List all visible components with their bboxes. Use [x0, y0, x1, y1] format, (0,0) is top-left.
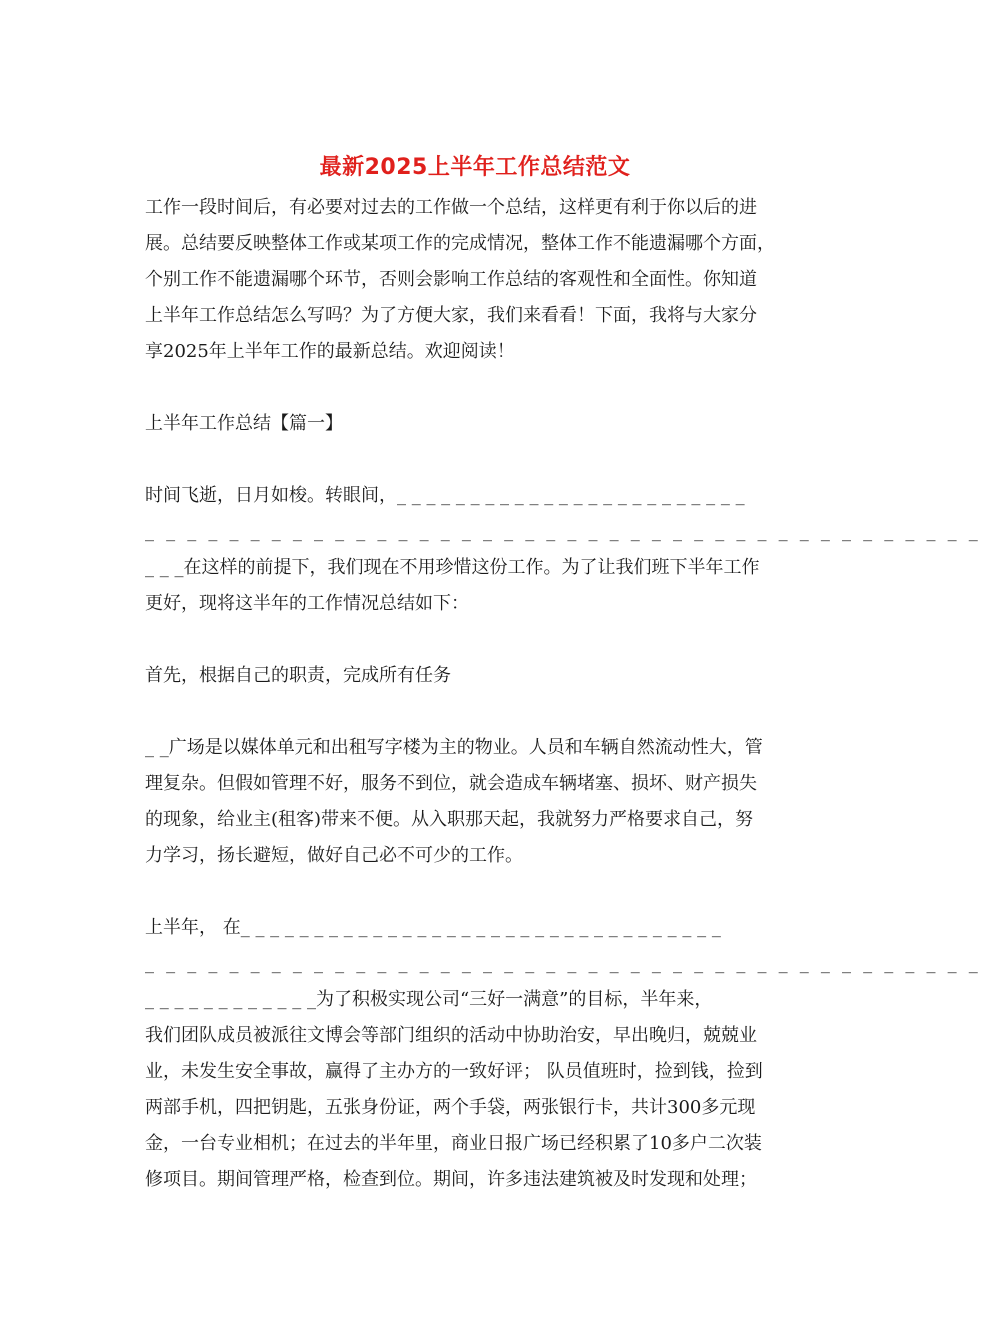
paragraph-gap	[145, 874, 807, 910]
paragraph-line: 业，未发生安全事故，赢得了主办方的一致好评； 队员值班时，捡到钱，捡到	[145, 1061, 763, 1082]
paragraph-line: 上半年工作总结怎么写吗？为了方便大家，我们来看看！下面，我将与大家分	[145, 305, 757, 326]
paragraph-line: 工作一段时间后，有必要对过去的工作做一个总结，这样更有利于你以后的进	[145, 197, 757, 218]
paragraph-line: 个别工作不能遗漏哪个环节，否则会影响工作总结的客观性和全面性。你知道	[145, 269, 757, 290]
paragraph-line: 上半年， 在_ _ _ _ _ _ _ _ _ _ _ _ _ _ _ _ _ _ _ _ _ _ _ _ _ _ _ _ _ _ _ _ _	[145, 917, 721, 938]
paragraph-line: 金，一台专业相机；在过去的半年里，商业日报广场已经积累了10多户二次装	[145, 1133, 762, 1154]
paragraph-line: 的现象，给业主(租客)带来不便。从入职那天起，我就努力严格要求自己，努	[145, 809, 754, 830]
paragraph-gap	[145, 442, 807, 478]
paragraph-line: _ _广场是以媒体单元和出租写字楼为主的物业。人员和车辆自然流动性大，管	[145, 737, 763, 758]
paragraph-line: _ _ _ _ _ _ _ _ _ _ _ _为了积极实现公司“三好一满意”的目标，半年来，	[145, 989, 713, 1010]
paragraph-line: 享2025年上半年工作的最新总结。欢迎阅读！	[145, 341, 515, 362]
paragraph-line: 首先，根据自己的职责，完成所有任务	[145, 665, 451, 686]
paragraph-line: 更好，现将这半年的工作情况总结如下：	[145, 593, 469, 614]
paragraph-line: _ _ _在这样的前提下，我们现在不用珍惜这份工作。为了让我们班下半年工作	[145, 557, 760, 578]
paragraph-line: 修项目。期间管理严格，检查到位。期间，许多违法建筑被及时发现和处理；	[145, 1169, 757, 1190]
document-body	[145, 190, 981, 1198]
blank-fill-line: _ _ _ _ _ _ _ _ _ _ _ _ _ _ _ _ _ _ _ _ _ _ _ _ _ _ _ _ _ _ _ _ _ _ _ _ _ _ _ _	[145, 953, 981, 974]
paragraph-line: 我们团队成员被派往文博会等部门组织的活动中协助治安，早出晚归，兢兢业	[145, 1025, 757, 1046]
document-title: 最新2025上半年工作总结范文	[319, 155, 631, 180]
paragraph-line: 时间飞逝，日月如梭。转眼间，_ _ _ _ _ _ _ _ _ _ _ _ _ _ _ _ _ _ _ _ _ _ _ _	[145, 485, 745, 506]
paragraph-line: 两部手机，四把钥匙，五张身份证，两个手袋，两张银行卡，共计300多元现	[145, 1097, 756, 1118]
paragraph-line: 理复杂。但假如管理不好，服务不到位，就会造成车辆堵塞、损坏、财产损失	[145, 773, 757, 794]
paragraph-gap	[145, 694, 807, 730]
paragraph-gap	[145, 622, 807, 658]
paragraph-gap	[145, 370, 807, 406]
blank-fill-line: _ _ _ _ _ _ _ _ _ _ _ _ _ _ _ _ _ _ _ _ _ _ _ _ _ _ _ _ _ _ _ _ _ _ _ _ _ _ _ _	[145, 521, 981, 542]
paragraph-line: 力学习，扬长避短，做好自己必不可少的工作。	[145, 845, 523, 866]
paragraph-line: 展。总结要反映整体工作或某项工作的完成情况，整体工作不能遗漏哪个方面，	[145, 233, 775, 254]
section-heading: 上半年工作总结【篇一】	[145, 413, 343, 434]
